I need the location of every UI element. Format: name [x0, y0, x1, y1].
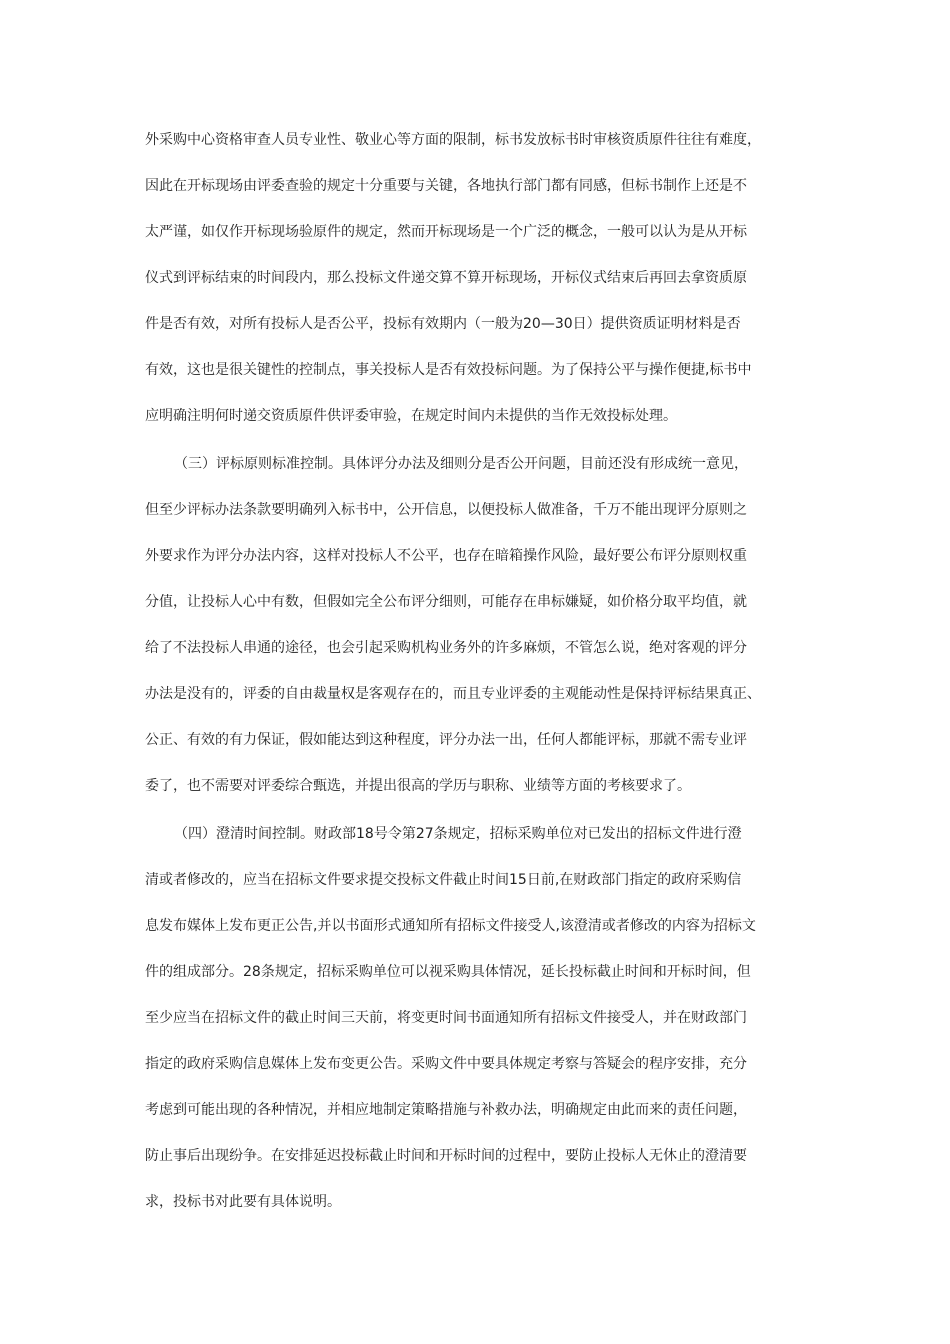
text-line: 有效，这也是很关键性的控制点，事关投标人是否有效投标问题。为了保持公平与操作便捷,标书中: [145, 362, 752, 378]
text-line: 太严谨，如仅作开标现场验原件的规定，然而开标现场是一个广泛的概念，一般可以认为是从开标: [145, 224, 747, 240]
paragraph-evaluation-criteria: [145, 441, 810, 809]
text-line: 件的组成部分。28条规定，招标采购单位可以视采购具体情况，延长投标截止时间和开标时间，但: [145, 964, 751, 980]
text-line: 清或者修改的，应当在招标文件要求提交投标文件截止时间15日前,在财政部门指定的政府采购信: [145, 872, 742, 888]
text-line: 分值，让投标人心中有数，但假如完全公布评分细则，可能存在串标嫌疑，如价格分取平均值，就: [145, 594, 747, 610]
text-line: 外采购中心资格审查人员专业性、敬业心等方面的限制，标书发放标书时审核资质原件往往有难度，: [145, 132, 761, 148]
text-line: 防止事后出现纷争。在安排延迟投标截止时间和开标时间的过程中，要防止投标人无休止的澄清要: [145, 1148, 747, 1164]
text-line: 至少应当在招标文件的截止时间三天前，将变更时间书面通知所有招标文件接受人，并在财政部门: [145, 1010, 747, 1026]
text-line: 件是否有效，对所有投标人是否公平，投标有效期内（一般为20—30日）提供资质证明材料是否: [145, 316, 741, 332]
text-line: 考虑到可能出现的各种情况，并相应地制定策略措施与补救办法，明确规定由此而来的责任问题，: [145, 1102, 747, 1118]
text-line: 求，投标书对此要有具体说明。: [145, 1194, 341, 1210]
text-line: 外要求作为评分办法内容，这样对投标人不公平，也存在暗箱操作风险，最好要公布评分原则权重: [145, 548, 747, 564]
paragraph-qualification-review: [145, 117, 810, 439]
text-line: 指定的政府采购信息媒体上发布变更公告。采购文件中要具体规定考察与答疑会的程序安排，充分: [145, 1056, 747, 1072]
text-line: （三）评标原则标准控制。具体评分办法及细则分是否公开问题，目前还没有形成统一意见，: [174, 456, 748, 472]
text-line: 但至少评标办法条款要明确列入标书中，公开信息，以便投标人做准备，千万不能出现评分原则之: [145, 502, 747, 518]
text-line: 息发布媒体上发布更正公告,并以书面形式通知所有招标文件接受人,该澄清或者修改的内容为招标文: [145, 918, 756, 934]
text-line: （四）澄清时间控制。财政部18号令第27条规定，招标采购单位对已发出的招标文件进行澄: [174, 826, 742, 842]
text-line: 委了，也不需要对评委综合甄选，并提出很高的学历与职称、业绩等方面的考核要求了。: [145, 778, 691, 794]
text-line: 办法是没有的，评委的自由裁量权是客观存在的，而且专业评委的主观能动性是保持评标结果真正、: [145, 686, 761, 702]
text-line: 公正、有效的有力保证，假如能达到这种程度，评分办法一出，任何人都能评标，那就不需专业评: [145, 732, 747, 748]
paragraph-clarification-time: [145, 811, 810, 1225]
text-line: 应明确注明何时递交资质原件供评委审验，在规定时间内未提供的当作无效投标处理。: [145, 408, 677, 424]
text-line: 因此在开标现场由评委查验的规定十分重要与关键，各地执行部门都有同感，但标书制作上还是不: [145, 178, 747, 194]
text-line: 给了不法投标人串通的途径，也会引起采购机构业务外的许多麻烦，不管怎么说，绝对客观的评分: [145, 640, 747, 656]
text-line: 仪式到评标结束的时间段内，那么投标文件递交算不算开标现场，开标仪式结束后再回去拿资质原: [145, 270, 747, 286]
